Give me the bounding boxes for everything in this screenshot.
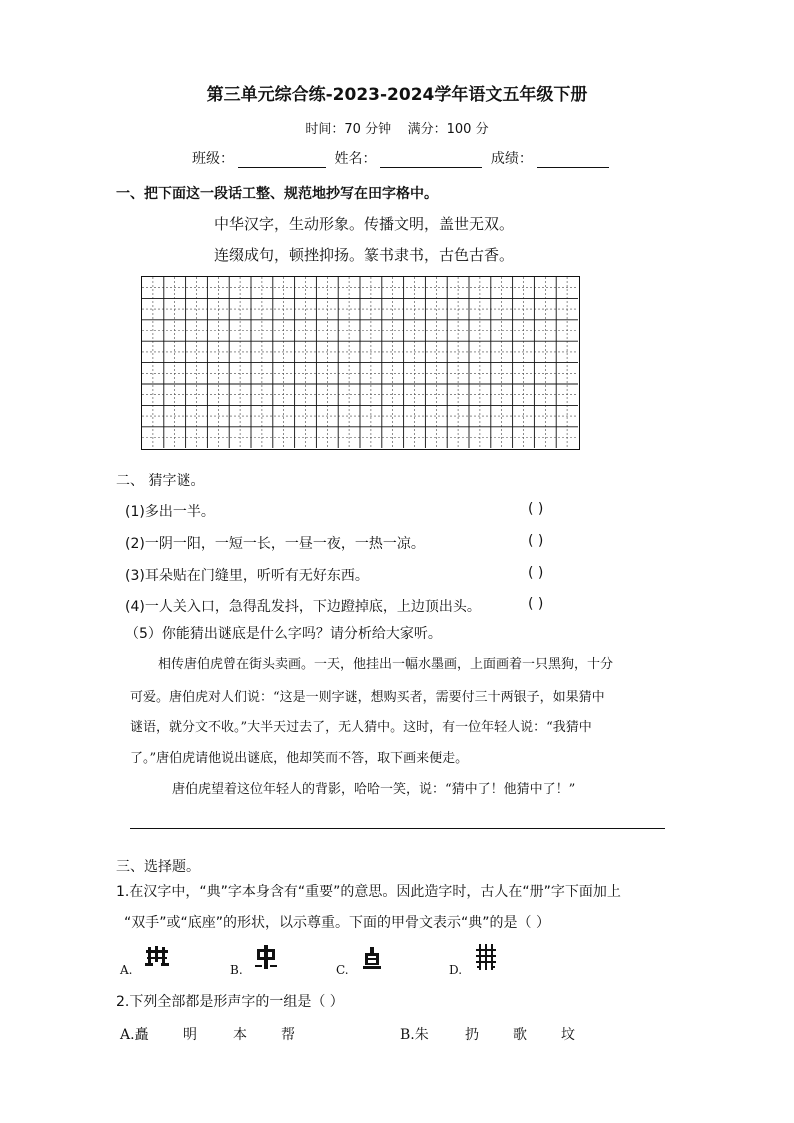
- riddle-3-answer[interactable]: ( ): [528, 565, 544, 581]
- grade-field[interactable]: [537, 153, 609, 168]
- oracle-glyph-a-icon: [145, 944, 169, 968]
- tianzige-grid-lines: [142, 277, 578, 448]
- riddle-1: (1)多出一半。: [125, 504, 215, 520]
- score-label: 满分：100 分: [407, 122, 489, 137]
- q2-option-b-word: 坟: [561, 1027, 575, 1043]
- riddle-4-answer[interactable]: ( ): [528, 596, 544, 612]
- oracle-glyph-b-icon: [255, 945, 277, 969]
- story-line: 了。”唐伯虎请他说出谜底，他却笑而不答，取下画来便走。: [130, 751, 469, 766]
- section2-heading: 二、 猜字谜。: [116, 473, 205, 489]
- q2-option-a-word: 本: [233, 1027, 247, 1043]
- copy-line-2: 连缀成句，顿挫抑扬。篆书隶书，古色古香。: [214, 246, 515, 264]
- copy-line-1: 中华汉字，生动形象。传播文明，盖世无双。: [214, 215, 515, 233]
- class-field[interactable]: [238, 153, 326, 168]
- grade-label: 成绩：: [490, 151, 533, 167]
- riddle-4: (4)一人关入口，急得乱发抖，下边蹬掉底，上边顶出头。: [125, 599, 481, 615]
- section1-heading: 一、把下面这一段话工整、规范地抄写在田字格中。: [116, 186, 438, 202]
- q2-option-b-label: B.: [400, 1027, 415, 1043]
- story-line: 谜语，就分文不收。”大半天过去了，无人猜中。这时，有一位年轻人说：“我猜中: [130, 720, 592, 735]
- q2-option-b-word: 扔: [465, 1027, 479, 1043]
- name-label: 姓名：: [334, 151, 377, 167]
- q2-option-a-word: 明: [183, 1027, 197, 1043]
- riddle-1-answer[interactable]: ( ): [528, 501, 544, 517]
- class-label: 班级：: [192, 151, 234, 167]
- story-line: 可爱。唐伯虎对人们说：“这是一则字谜，想购买者，需要付三十两银子，如果猜中: [130, 690, 605, 705]
- question-2: 2.下列全部都是形声字的一组是（ ）: [116, 994, 344, 1010]
- option-a-label[interactable]: A.: [120, 963, 133, 977]
- question-1-line-1: 1.在汉字中，“典”字本身含有“重要”的意思。因此造字时，古人在“册”字下面加上: [116, 884, 621, 900]
- tianzige-grid[interactable]: [141, 276, 580, 450]
- oracle-glyph-c-icon: [363, 947, 381, 969]
- q2-option-a[interactable]: [120, 1024, 149, 1044]
- story-line: 相传唐伯虎曾在街头卖画。一天，他挂出一幅水墨画，上面画着一只黑狗，十分: [158, 657, 614, 672]
- page-title: 第三单元综合练-2023-2024学年语文五年级下册: [206, 85, 588, 105]
- option-c-label[interactable]: C.: [336, 963, 349, 977]
- riddle-2: (2)一阴一阳，一短一长，一昼一夜，一热一凉。: [125, 536, 425, 552]
- riddle-5-answer-line[interactable]: [130, 828, 665, 829]
- question-1-line-2: “双手”或“底座”的形状，以示尊重。下面的甲骨文表示“典”的是（ ）: [124, 915, 550, 931]
- q2-option-a-word: 矗: [134, 1027, 149, 1043]
- q2-option-b[interactable]: [400, 1024, 429, 1044]
- student-info: [192, 148, 613, 168]
- name-field[interactable]: [380, 153, 482, 168]
- q2-option-b-word: 歌: [513, 1027, 527, 1043]
- q2-option-a-label: A.: [120, 1027, 135, 1043]
- option-b-label[interactable]: B.: [230, 963, 243, 977]
- time-label: 时间：70 分钟: [305, 122, 392, 137]
- section3-heading: 三、选择题。: [116, 859, 200, 875]
- riddle-2-answer[interactable]: ( ): [528, 533, 544, 549]
- option-d-label[interactable]: D.: [449, 963, 463, 977]
- riddle-5-question: （5）你能猜出谜底是什么字吗？请分析给大家听。: [125, 626, 442, 642]
- q2-option-a-word: 帮: [281, 1027, 295, 1043]
- oracle-glyph-d-icon: [476, 944, 496, 970]
- q2-option-b-word: 朱: [414, 1027, 429, 1043]
- exam-meta: [0, 118, 794, 137]
- riddle-3: (3)耳朵贴在门缝里，听听有无好东西。: [125, 568, 369, 584]
- story-line: 唐伯虎望着这位年轻人的背影，哈哈一笑，说：“猜中了！他猜中了！”: [172, 782, 576, 797]
